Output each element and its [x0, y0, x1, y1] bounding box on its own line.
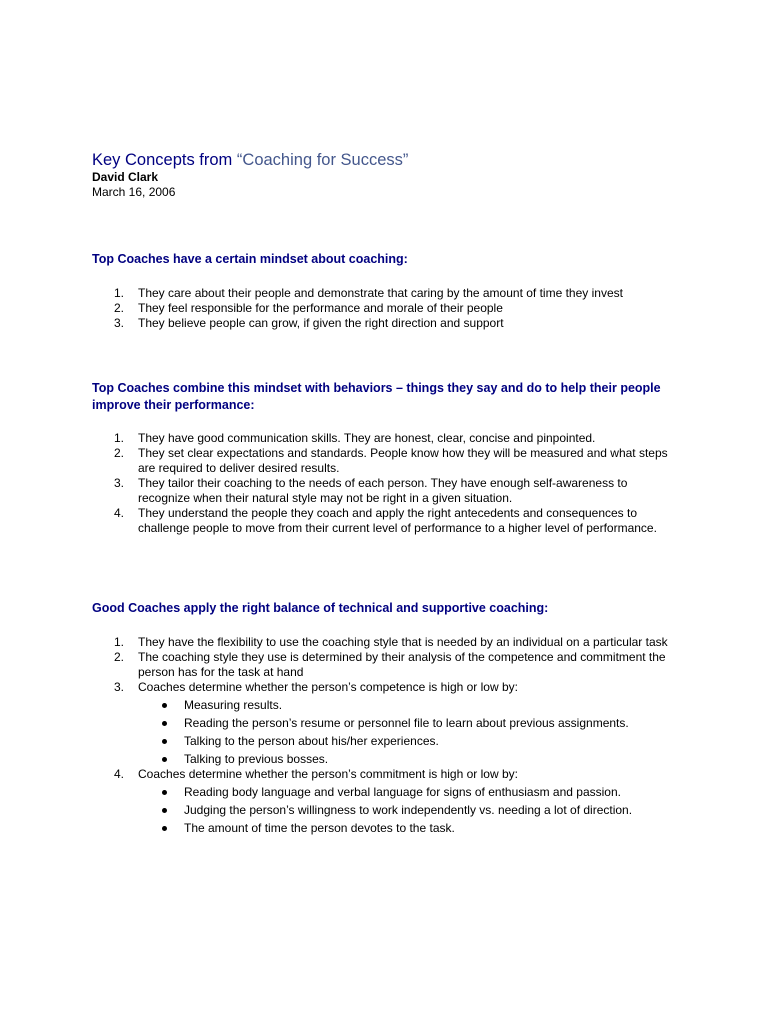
author-name: David Clark — [92, 170, 159, 184]
bullet-icon — [162, 721, 167, 726]
list-item — [0, 286, 678, 301]
item-number: 3. — [114, 680, 125, 694]
item-number: 2. — [114, 650, 125, 664]
list-item — [0, 431, 678, 446]
item-text: They set clear expectations and standards. People know how they will be measured and what steps are required to deliver desired results. — [138, 446, 668, 475]
item-text: Coaches determine whether the person’s competence is high or low by: — [138, 680, 518, 694]
list-item — [0, 506, 678, 536]
item-number: 3. — [114, 476, 125, 490]
item-number: 1. — [114, 635, 125, 649]
item-number: 2. — [114, 446, 125, 460]
bullet-item — [138, 803, 678, 818]
commitment-bullet-list — [138, 785, 678, 836]
item-text: They tailor their coaching to the needs of each person. They have enough self-awareness to recognize when their natural style may not be right in a given situation. — [138, 476, 628, 505]
item-text: They have the flexibility to use the coaching style that is needed by an individual on a particular task — [138, 635, 668, 649]
document-date: March 16, 2006 — [92, 185, 176, 199]
item-text: The coaching style they use is determined by their analysis of the competence and commitment the person has for the task at hand — [138, 650, 666, 679]
section-3-list — [0, 635, 768, 836]
list-item — [0, 650, 678, 680]
section-2-heading: Top Coaches combine this mindset with behaviors – things they say and do to help their people improve their performance: — [92, 381, 661, 412]
bullet-icon — [162, 826, 167, 831]
bullet-text: Reading the person’s resume or personnel file to learn about previous assignments. — [184, 716, 629, 730]
item-number: 1. — [114, 431, 125, 445]
list-item — [0, 446, 678, 476]
bullet-icon — [162, 703, 167, 708]
bullet-item — [138, 821, 678, 836]
bullet-text: Talking to the person about his/her experiences. — [184, 734, 439, 748]
competence-bullet-list — [138, 698, 678, 767]
item-text: They have good communication skills. They are honest, clear, concise and pinpointed. — [138, 431, 596, 445]
bullet-text: Talking to previous bosses. — [184, 752, 329, 766]
title-book-name: “Coaching for Success” — [236, 151, 409, 169]
list-item — [0, 680, 678, 767]
item-text: They feel responsible for the performance and morale of their people — [138, 301, 503, 315]
list-item — [0, 301, 678, 316]
section-1-heading: Top Coaches have a certain mindset about coaching: — [92, 252, 408, 266]
item-number: 1. — [114, 286, 125, 300]
bullet-item — [138, 716, 678, 731]
item-text: They understand the people they coach and apply the right antecedents and consequences to challenge people to move from their current level of performance to a higher level of performance. — [138, 506, 657, 535]
bullet-icon — [162, 757, 167, 762]
bullet-icon — [162, 790, 167, 795]
list-item — [0, 476, 678, 506]
section-2-list — [0, 431, 768, 536]
bullet-text: Measuring results. — [184, 698, 283, 712]
bullet-icon — [162, 808, 167, 813]
item-text: Coaches determine whether the person’s commitment is high or low by: — [138, 767, 518, 781]
bullet-item — [138, 698, 678, 713]
bullet-icon — [162, 739, 167, 744]
list-item — [0, 767, 678, 836]
item-number: 4. — [114, 767, 125, 781]
bullet-item — [138, 734, 678, 749]
item-text: They care about their people and demonstrate that caring by the amount of time they invest — [138, 286, 623, 300]
section-1-list — [0, 286, 768, 331]
list-item — [0, 635, 678, 650]
item-number: 2. — [114, 301, 125, 315]
title-prefix: Key Concepts from — [92, 151, 233, 169]
item-number: 3. — [114, 316, 125, 330]
document-title — [92, 151, 408, 170]
bullet-text: The amount of time the person devotes to the task. — [184, 821, 455, 835]
item-text: They believe people can grow, if given the right direction and support — [138, 316, 504, 330]
list-item — [0, 316, 678, 331]
bullet-text: Judging the person’s willingness to work independently vs. needing a lot of direction. — [184, 803, 633, 817]
bullet-item — [138, 785, 678, 800]
section-3-heading: Good Coaches apply the right balance of technical and supportive coaching: — [92, 601, 549, 615]
bullet-item — [138, 752, 678, 767]
item-number: 4. — [114, 506, 125, 520]
bullet-text: Reading body language and verbal language for signs of enthusiasm and passion. — [184, 785, 621, 799]
